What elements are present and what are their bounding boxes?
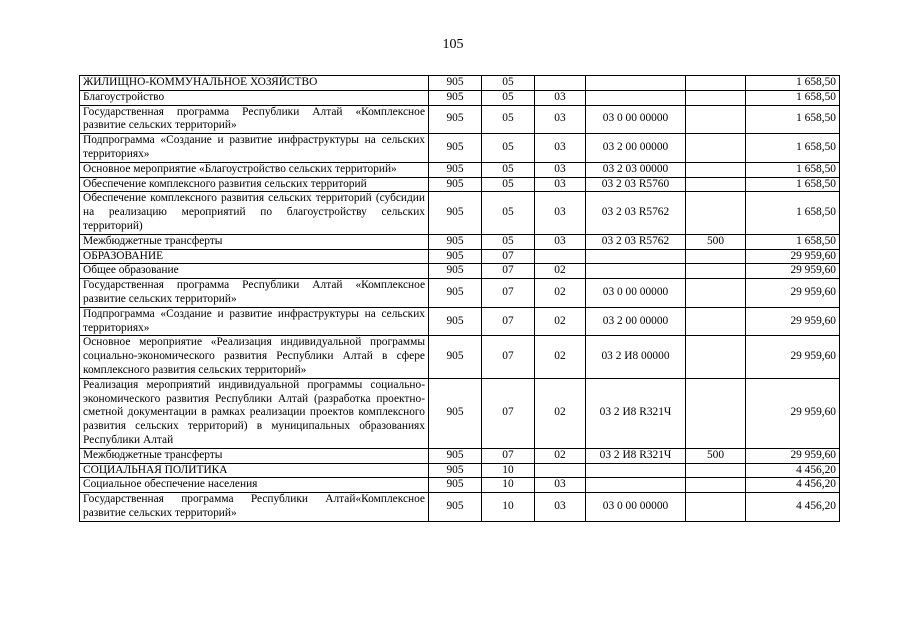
row-ved-code: 905	[429, 177, 482, 192]
row-section-code: 05	[482, 90, 535, 105]
row-section-code: 07	[482, 249, 535, 264]
row-ved-code: 905	[429, 264, 482, 279]
table-row	[80, 192, 840, 234]
row-expense-type	[686, 192, 746, 234]
row-amount: 1 658,50	[746, 192, 840, 234]
row-ved-code: 905	[429, 234, 482, 249]
row-target-article: 03 2 00 00000	[586, 307, 686, 336]
row-amount: 1 658,50	[746, 134, 840, 163]
row-section-code: 07	[482, 279, 535, 308]
row-section-code: 10	[482, 463, 535, 478]
row-target-article	[586, 264, 686, 279]
row-ved-code: 905	[429, 478, 482, 493]
row-expense-type: 500	[686, 448, 746, 463]
row-section-code: 10	[482, 478, 535, 493]
row-target-article: 03 0 00 00000	[586, 493, 686, 522]
row-ved-code: 905	[429, 90, 482, 105]
table-row	[80, 448, 840, 463]
row-target-article: 03 2 03 R5762	[586, 234, 686, 249]
row-amount: 1 658,50	[746, 105, 840, 134]
row-expense-type: 500	[686, 234, 746, 249]
row-subsection-code: 02	[535, 307, 586, 336]
row-section-code: 07	[482, 264, 535, 279]
row-name: СОЦИАЛЬНАЯ ПОЛИТИКА	[80, 463, 429, 478]
row-subsection-code: 03	[535, 177, 586, 192]
row-expense-type	[686, 279, 746, 308]
row-amount: 29 959,60	[746, 378, 840, 448]
row-target-article	[586, 463, 686, 478]
table-row	[80, 478, 840, 493]
row-subsection-code: 02	[535, 378, 586, 448]
table-row	[80, 177, 840, 192]
row-target-article: 03 2 03 R5762	[586, 192, 686, 234]
table-row	[80, 463, 840, 478]
row-name: Социальное обеспечение населения	[80, 478, 429, 493]
row-ved-code: 905	[429, 448, 482, 463]
row-target-article: 03 0 00 00000	[586, 105, 686, 134]
row-amount: 4 456,20	[746, 463, 840, 478]
table-row	[80, 90, 840, 105]
budget-table-body	[80, 76, 840, 522]
row-subsection-code: 02	[535, 279, 586, 308]
row-name: Межбюджетные трансферты	[80, 234, 429, 249]
row-name: Государственная программа Республики Алтай «Комплексное развитие сельских территорий»	[80, 279, 429, 308]
row-expense-type	[686, 478, 746, 493]
row-section-code: 05	[482, 162, 535, 177]
table-row	[80, 76, 840, 91]
table-row	[80, 493, 840, 522]
row-name: Основное мероприятие «Реализация индивидуальной программы социально-экономического развития Республики Алтай в сфере комплексного развития сельских территорий»	[80, 336, 429, 378]
row-section-code: 05	[482, 177, 535, 192]
row-amount: 1 658,50	[746, 162, 840, 177]
row-name: Подпрограмма «Создание и развитие инфраструктуры на сельских территориях»	[80, 307, 429, 336]
row-expense-type	[686, 463, 746, 478]
row-target-article: 03 2 03 R5760	[586, 177, 686, 192]
row-subsection-code: 03	[535, 105, 586, 134]
table-row	[80, 234, 840, 249]
row-section-code: 05	[482, 234, 535, 249]
table-row	[80, 279, 840, 308]
row-section-code: 05	[482, 105, 535, 134]
row-target-article: 03 0 00 00000	[586, 279, 686, 308]
row-section-code: 07	[482, 336, 535, 378]
row-target-article	[586, 76, 686, 91]
row-ved-code: 905	[429, 378, 482, 448]
row-subsection-code: 02	[535, 264, 586, 279]
table-row	[80, 134, 840, 163]
row-subsection-code: 02	[535, 448, 586, 463]
table-row	[80, 307, 840, 336]
row-expense-type	[686, 162, 746, 177]
row-name: Межбюджетные трансферты	[80, 448, 429, 463]
row-name: Обеспечение комплексного развития сельских территорий	[80, 177, 429, 192]
row-name: ЖИЛИЩНО-КОММУНАЛЬНОЕ ХОЗЯЙСТВО	[80, 76, 429, 91]
row-expense-type	[686, 76, 746, 91]
table-row	[80, 249, 840, 264]
row-amount: 29 959,60	[746, 448, 840, 463]
row-name: Основное мероприятие «Благоустройство сельских территорий»	[80, 162, 429, 177]
table-row	[80, 264, 840, 279]
row-subsection-code: 03	[535, 234, 586, 249]
row-section-code: 05	[482, 76, 535, 91]
row-expense-type	[686, 378, 746, 448]
row-target-article	[586, 90, 686, 105]
row-amount: 4 456,20	[746, 493, 840, 522]
row-subsection-code: 03	[535, 90, 586, 105]
row-target-article: 03 2 00 00000	[586, 134, 686, 163]
row-name: Государственная программа Республики Алтай«Комплексное развитие сельских территорий»	[80, 493, 429, 522]
table-row	[80, 378, 840, 448]
row-subsection-code: 03	[535, 134, 586, 163]
row-name: Государственная программа Республики Алтай «Комплексное развитие сельских территорий»	[80, 105, 429, 134]
row-name: Обеспечение комплексного развития сельских территорий (субсидии на реализацию мероприятий по благоустройству сельских территорий)	[80, 192, 429, 234]
row-section-code: 07	[482, 448, 535, 463]
row-expense-type	[686, 336, 746, 378]
row-expense-type	[686, 264, 746, 279]
row-ved-code: 905	[429, 162, 482, 177]
row-name: Общее образование	[80, 264, 429, 279]
row-expense-type	[686, 249, 746, 264]
row-section-code: 10	[482, 493, 535, 522]
row-ved-code: 905	[429, 463, 482, 478]
row-subsection-code: 02	[535, 336, 586, 378]
row-ved-code: 905	[429, 279, 482, 308]
row-expense-type	[686, 307, 746, 336]
row-ved-code: 905	[429, 105, 482, 134]
row-amount: 1 658,50	[746, 177, 840, 192]
page-number: 105	[442, 37, 464, 52]
row-expense-type	[686, 493, 746, 522]
row-subsection-code: 03	[535, 478, 586, 493]
row-name: ОБРАЗОВАНИЕ	[80, 249, 429, 264]
row-section-code: 07	[482, 378, 535, 448]
row-ved-code: 905	[429, 336, 482, 378]
budget-table	[79, 75, 840, 522]
row-section-code: 07	[482, 307, 535, 336]
row-ved-code: 905	[429, 76, 482, 91]
row-ved-code: 905	[429, 192, 482, 234]
row-section-code: 05	[482, 192, 535, 234]
row-subsection-code: 03	[535, 192, 586, 234]
row-ved-code: 905	[429, 307, 482, 336]
row-expense-type	[686, 134, 746, 163]
row-amount: 29 959,60	[746, 279, 840, 308]
row-subsection-code	[535, 249, 586, 264]
row-name: Подпрограмма «Создание и развитие инфраструктуры на сельских территориях»	[80, 134, 429, 163]
row-subsection-code	[535, 76, 586, 91]
row-target-article	[586, 249, 686, 264]
row-expense-type	[686, 90, 746, 105]
row-target-article	[586, 478, 686, 493]
row-amount: 1 658,50	[746, 76, 840, 91]
row-target-article: 03 2 И8 R321Ч	[586, 448, 686, 463]
row-expense-type	[686, 105, 746, 134]
row-ved-code: 905	[429, 249, 482, 264]
row-expense-type	[686, 177, 746, 192]
row-target-article: 03 2 И8 R321Ч	[586, 378, 686, 448]
row-amount: 1 658,50	[746, 90, 840, 105]
table-row	[80, 105, 840, 134]
row-amount: 29 959,60	[746, 249, 840, 264]
row-amount: 29 959,60	[746, 336, 840, 378]
row-amount: 29 959,60	[746, 264, 840, 279]
row-ved-code: 905	[429, 134, 482, 163]
row-amount: 1 658,50	[746, 234, 840, 249]
table-row	[80, 336, 840, 378]
table-row	[80, 162, 840, 177]
row-amount: 29 959,60	[746, 307, 840, 336]
row-target-article: 03 2 И8 00000	[586, 336, 686, 378]
row-section-code: 05	[482, 134, 535, 163]
row-amount: 4 456,20	[746, 478, 840, 493]
row-target-article: 03 2 03 00000	[586, 162, 686, 177]
row-ved-code: 905	[429, 493, 482, 522]
row-name: Реализация мероприятий индивидуальной программы социально-экономического развития Республики Алтай (разработка проектно-сметной документации в рамках реализации проектов комплексного развития сельских территорий) в муниципальных образованиях Республики Алтай	[80, 378, 429, 448]
row-subsection-code	[535, 463, 586, 478]
row-name: Благоустройство	[80, 90, 429, 105]
row-subsection-code: 03	[535, 493, 586, 522]
row-subsection-code: 03	[535, 162, 586, 177]
